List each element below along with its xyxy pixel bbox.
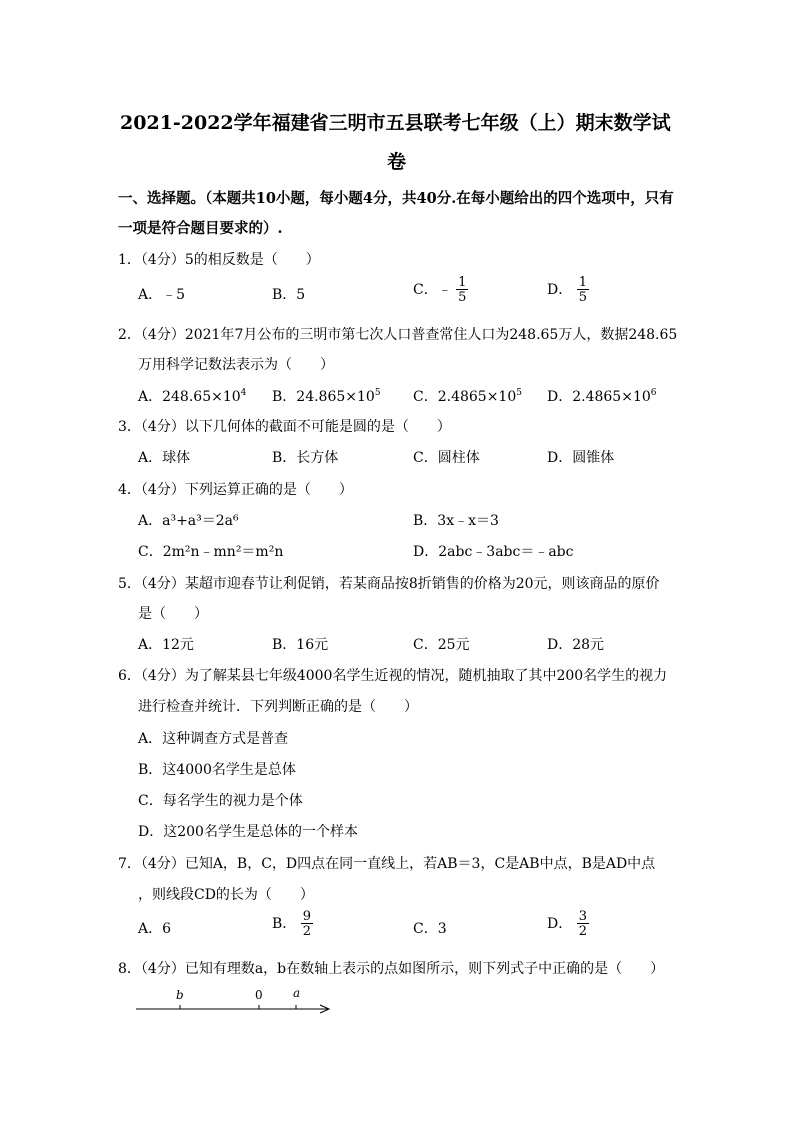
question-2-option-d	[547, 386, 657, 406]
section-header-line1: 一、选择题。（本题共10小题，每小题4分，共40分.在每小题给出的四个选项中，只有	[118, 190, 674, 207]
question-6-line2: 进行检查并统计．下列判断正确的是（ ）	[138, 699, 418, 715]
question-2-option-b	[272, 386, 381, 406]
question-2-line2: 万用科学记数法表示为（ ）	[138, 357, 334, 373]
fraction-denominator: 2	[578, 924, 587, 939]
question-7-option-b-prefix: B．	[272, 916, 297, 932]
question-7-option-c: C．3	[413, 921, 447, 937]
number-line-figure	[132, 982, 337, 1018]
fraction-numerator: 1	[458, 275, 467, 290]
question-6-option-c: C．每名学生的视力是个体	[138, 793, 303, 809]
question-5-option-a: A．12元	[138, 637, 194, 653]
option-text: B．24.865×10	[272, 389, 375, 405]
question-5-option-d: D．28元	[547, 637, 605, 653]
question-7-option-a: A．6	[138, 921, 172, 937]
fraction-numerator: 1	[578, 275, 587, 290]
question-7-option-b	[272, 910, 313, 938]
question-5-line1: 5．（4分）某超市迎春节让利促销，若某商品按8折销售的价格为20元，则该商品的原价	[118, 576, 660, 592]
question-6-option-b: B．这4000名学生是总体	[138, 762, 296, 778]
question-7-line1: 7．（4分）已知A，B，C，D四点在同一直线上，若AB＝3，C是AB中点，B是AD中点	[118, 856, 656, 872]
question-1-option-c-fraction	[456, 276, 468, 304]
question-5-line2: 是（ ）	[138, 606, 208, 622]
label-b: b	[176, 988, 184, 1002]
question-7-option-d-prefix: D．	[547, 916, 573, 932]
fraction-denominator: 2	[302, 924, 312, 939]
question-3-option-c: C．圆柱体	[413, 450, 480, 466]
question-3-option-a: A．球体	[138, 450, 191, 466]
page-title-line1: 2021-2022学年福建省三明市五县联考七年级（上）期末数学试	[120, 112, 671, 134]
question-1-option-c	[413, 276, 468, 304]
question-4-option-b: B．3x﹣x＝3	[413, 513, 499, 529]
option-text: D．2.4865×10	[547, 389, 651, 405]
fraction-numerator: 9	[302, 909, 312, 924]
question-1-option-b: B．5	[272, 287, 306, 303]
question-7-option-d-fraction	[577, 910, 589, 938]
question-1-option-d-fraction	[577, 276, 589, 304]
exponent: 6	[650, 388, 657, 398]
option-text: C．2.4865×10	[413, 389, 517, 405]
fraction-denominator: 5	[458, 290, 467, 305]
question-2-option-a	[138, 386, 246, 406]
question-1-option-c-prefix: C．﹣	[413, 282, 452, 298]
question-6-option-a: A．这种调查方式是普查	[138, 731, 289, 747]
question-1-option-a: A．﹣5	[138, 287, 186, 303]
question-7-option-b-fraction	[301, 910, 313, 938]
label-a: a	[293, 986, 301, 1000]
question-7-line2: ，则线段CD的长为（ ）	[138, 887, 314, 903]
question-3-stem: 3．（4分）以下几何体的截面不可能是圆的是（ ）	[118, 419, 451, 435]
exponent: 4	[240, 388, 247, 398]
fraction-numerator: 3	[578, 909, 587, 924]
question-3-option-d: D．圆锥体	[547, 450, 615, 466]
question-2-line1: 2．（4分）2021年7月公布的三明市第七次人口普查常住人口为248.65万人，数据248.65	[118, 327, 678, 343]
question-4-option-c: C．2m²n﹣mn²＝m²n	[138, 544, 284, 560]
question-4-option-d: D．2abc﹣3abc＝﹣abc	[413, 544, 574, 560]
question-7-option-d	[547, 910, 589, 938]
question-6-option-d: D．这200名学生是总体的一个样本	[138, 824, 358, 840]
question-5-option-c: C．25元	[413, 637, 470, 653]
question-1-option-d	[547, 276, 589, 304]
question-4-option-a: A．a³+a³＝2a⁶	[138, 513, 239, 529]
option-text: A．248.65×10	[138, 389, 241, 405]
question-4-stem: 4．（4分）下列运算正确的是（ ）	[118, 482, 353, 498]
question-5-option-b: B．16元	[272, 637, 329, 653]
section-header-line2: 一项是符合题目要求的）.	[118, 220, 283, 237]
question-3-option-b: B．长方体	[272, 450, 339, 466]
fraction-denominator: 5	[578, 290, 587, 305]
question-2-option-c	[413, 386, 522, 406]
question-1-stem: 1．（4分）5的相反数是（ ）	[118, 252, 320, 268]
page-title-line2: 卷	[387, 151, 407, 173]
label-zero: 0	[255, 988, 263, 1002]
exponent: 5	[374, 388, 381, 398]
exponent: 5	[516, 388, 522, 398]
question-6-line1: 6．（4分）为了解某县七年级4000名学生近视的情况，随机抽取了其中200名学生的视力	[118, 668, 668, 684]
question-1-option-d-prefix: D．	[547, 282, 573, 298]
question-8-stem: 8．（4分）已知有理数a，b在数轴上表示的点如图所示，则下列式子中正确的是（ ）	[118, 961, 665, 977]
